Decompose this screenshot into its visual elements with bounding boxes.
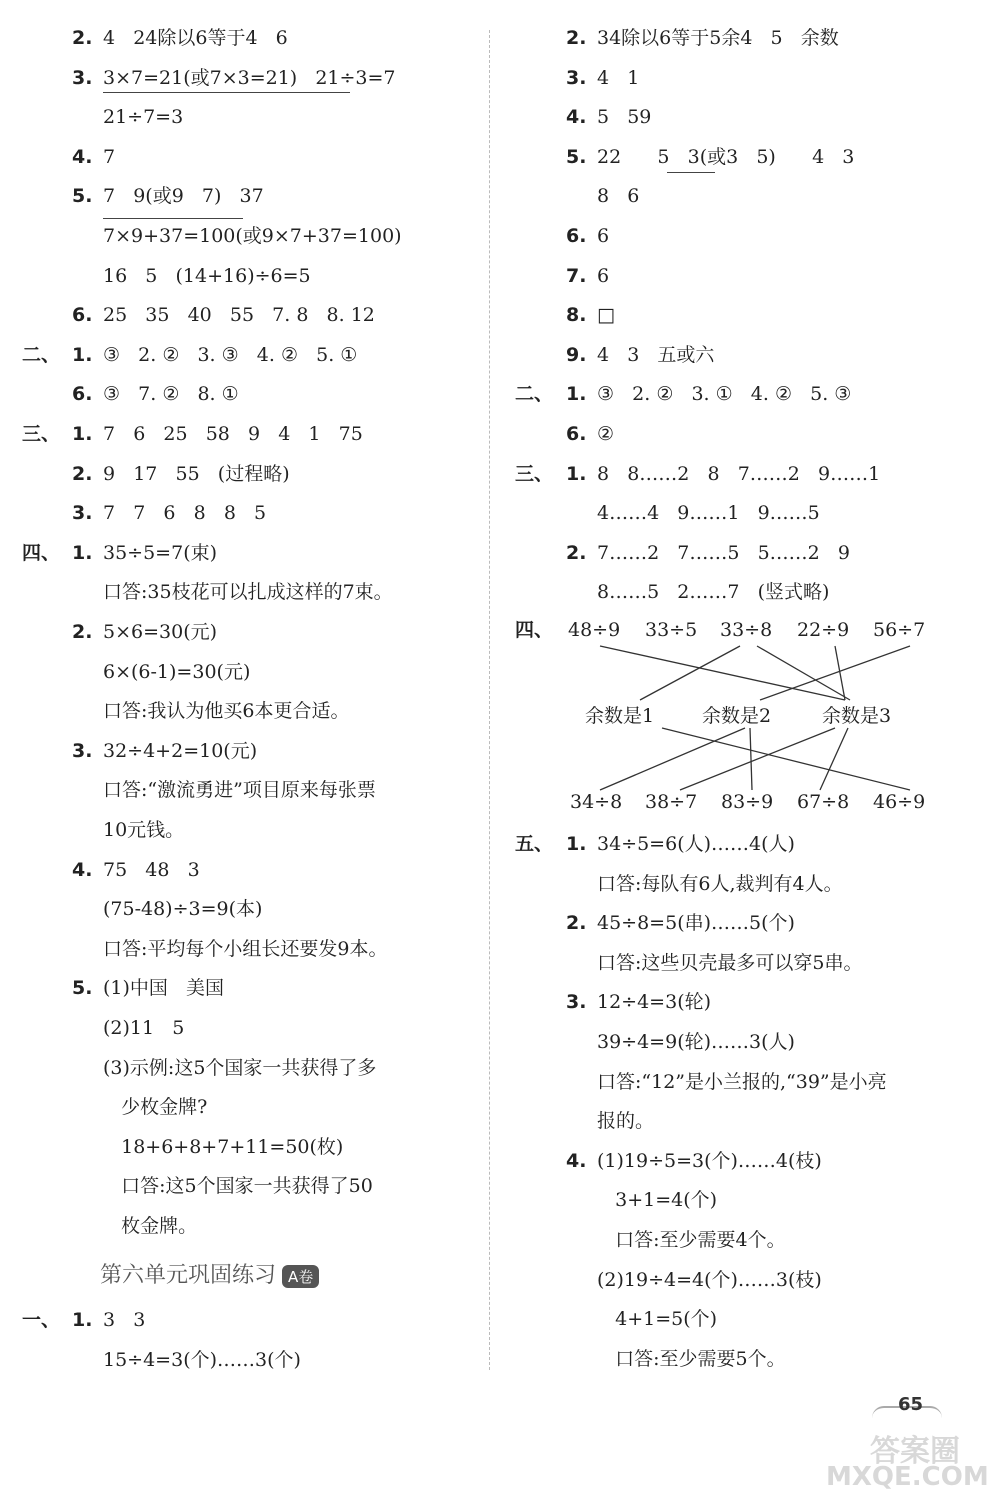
question-number: 2. xyxy=(566,541,587,564)
answer-text: 口答:“激流勇进”项目原来每张票 xyxy=(103,779,376,802)
section-marker: 三、 xyxy=(22,423,61,445)
answer-text: 10元钱。 xyxy=(103,819,185,841)
question-number: 4. xyxy=(72,858,93,881)
watermark-url: MXQE.COM xyxy=(826,1462,989,1492)
question-number: 1. xyxy=(566,833,587,855)
answer-text: 15÷4=3(个)……3(个) xyxy=(103,1348,301,1371)
question-number: 4. xyxy=(566,106,587,129)
question-number: 5. xyxy=(566,145,587,168)
answer-text: 6×(6-1)=30(元) xyxy=(103,660,251,683)
answer-text: 报的。 xyxy=(597,1110,655,1133)
answer-text: 7 7 6 8 8 5 xyxy=(103,502,267,525)
match-line xyxy=(662,728,910,790)
match-bottom-item: 67÷8 xyxy=(797,791,850,813)
question-number: 5. xyxy=(72,185,93,208)
answer-text: 4+1=5(个) xyxy=(597,1308,718,1331)
question-number: 5. xyxy=(72,977,93,1000)
answer-text: (75-48)÷3=9(本) xyxy=(103,898,263,921)
answer-text: 34除以6等于5余4 5 余数 xyxy=(597,27,839,49)
unit-heading-text: 第六单元巩固练习 xyxy=(100,1263,277,1288)
match-top-item: 48÷9 xyxy=(568,619,621,641)
page-number: 65 xyxy=(898,1394,924,1415)
question-number: 1. xyxy=(566,462,587,485)
match-middle-item: 余数是1 xyxy=(585,705,655,727)
question-number: 3. xyxy=(72,739,93,762)
answer-text: □ xyxy=(597,304,615,327)
answer-text: 8 8……2 8 7……2 9……1 xyxy=(597,462,881,485)
question-number: 2. xyxy=(72,27,93,49)
answer-text: 7……2 7……5 5……2 9 xyxy=(597,541,850,564)
question-number: 6. xyxy=(72,383,93,406)
match-line xyxy=(750,728,752,790)
answer-text: 少枚金牌? xyxy=(103,1096,208,1119)
section-marker: 二、 xyxy=(515,383,554,406)
answer-text: 7 9(或9 7) 37 xyxy=(103,185,264,208)
question-number: 4. xyxy=(566,1149,587,1172)
match-bottom-item: 38÷7 xyxy=(645,791,698,813)
question-number: 6. xyxy=(566,225,587,247)
answer-text: 口答:这些贝壳最多可以穿5串。 xyxy=(597,951,863,974)
question-number: 2. xyxy=(566,27,587,49)
answer-text: 口答:至少需要4个。 xyxy=(597,1229,786,1251)
question-number: 2. xyxy=(72,462,93,485)
answer-underline xyxy=(667,172,715,173)
question-number: 4. xyxy=(72,145,93,168)
answer-text: 口答:我认为他买6本更合适。 xyxy=(103,700,350,723)
match-middle-item: 余数是2 xyxy=(702,705,772,727)
answer-underline xyxy=(103,92,350,93)
section-marker: 二、 xyxy=(22,343,61,366)
answer-text: 6 xyxy=(597,264,610,287)
answer-text: 7 6 25 58 9 4 1 75 xyxy=(103,423,363,445)
answer-text: 口答:每队有6人,裁判有4人。 xyxy=(597,872,843,895)
match-bottom-item: 83÷9 xyxy=(721,791,774,813)
match-top-item: 33÷8 xyxy=(720,619,773,641)
answer-text: 6 xyxy=(597,225,610,247)
match-top-item: 33÷5 xyxy=(645,619,698,641)
question-number: 3. xyxy=(72,502,93,525)
answer-text: ② xyxy=(597,423,615,445)
answer-text: 5 59 xyxy=(597,106,652,129)
question-number: 1. xyxy=(72,423,93,445)
answer-text: 21÷7=3 xyxy=(103,106,184,129)
answer-text: 口答:平均每个小组长还要发9本。 xyxy=(103,937,388,960)
section-marker: 四、 xyxy=(515,619,554,641)
answer-text: 7 xyxy=(103,145,116,168)
answer-text: 4 3 五或六 xyxy=(597,343,715,366)
answer-text: ③ 2. ② 3. ③ 4. ② 5. ① xyxy=(103,343,358,366)
watermark-logo: 答案圈 xyxy=(870,1434,960,1469)
answer-text: 枚金牌。 xyxy=(103,1215,198,1237)
answer-text: ③ 2. ② 3. ① 4. ② 5. ③ xyxy=(597,383,852,406)
question-number: 1. xyxy=(566,383,587,406)
answer-text: (1)19÷5=3(个)……4(枝) xyxy=(597,1149,822,1172)
answer-text: (2)19÷4=4(个)……3(枝) xyxy=(597,1268,822,1291)
answer-text: 8 6 xyxy=(597,185,640,208)
answer-text: 口答:35枝花可以扎成这样的7束。 xyxy=(103,581,393,604)
question-number: 3. xyxy=(566,66,587,89)
answer-text: 18+6+8+7+11=50(枚) xyxy=(103,1135,344,1158)
question-number: 3. xyxy=(72,66,93,89)
question-number: 2. xyxy=(566,912,587,935)
question-number: 6. xyxy=(566,423,587,445)
answer-text: 12÷4=3(轮) xyxy=(597,991,712,1014)
question-number: 3. xyxy=(566,991,587,1014)
match-bottom-item: 46÷9 xyxy=(873,791,926,813)
answer-text: 3+1=4(个) xyxy=(597,1189,718,1212)
unit-badge: A卷 xyxy=(282,1265,319,1288)
question-number: 1. xyxy=(72,1309,93,1331)
answer-text: (2)11 5 xyxy=(103,1017,185,1039)
answer-text: 8……5 2……7 (竖式略) xyxy=(597,581,830,604)
answer-text: 3 3 xyxy=(103,1309,146,1331)
section-marker: 三、 xyxy=(515,462,554,485)
answer-text: (3)示例:这5个国家一共获得了多 xyxy=(103,1056,377,1079)
question-number: 2. xyxy=(72,621,93,643)
match-top-item: 22÷9 xyxy=(797,619,850,641)
match-line xyxy=(680,728,835,790)
answer-text: 3×7=21(或7×3=21) 21÷3=7 xyxy=(103,66,396,89)
section-marker: 一、 xyxy=(22,1309,61,1331)
answer-text: 9 17 55 (过程略) xyxy=(103,462,290,485)
answer-text: (1)中国 美国 xyxy=(103,977,225,1000)
match-line xyxy=(820,728,848,790)
question-number: 7. xyxy=(566,264,587,287)
section-marker: 四、 xyxy=(22,541,61,564)
answer-text: 口答:至少需要5个。 xyxy=(597,1347,786,1370)
answer-text: 34÷5=6(人)……4(人) xyxy=(597,833,795,855)
answer-text: 16 5 (14+16)÷6=5 xyxy=(103,264,311,287)
question-number: 8. xyxy=(566,304,587,327)
answer-text: 32÷4+2=10(元) xyxy=(103,739,258,762)
match-line xyxy=(600,728,745,790)
answer-text: 25 35 40 55 7. 8 8. 12 xyxy=(103,304,375,327)
answer-text: 4 1 xyxy=(597,66,640,89)
answer-text: ③ 7. ② 8. ① xyxy=(103,383,239,406)
answer-text: 5×6=30(元) xyxy=(103,621,218,643)
answer-text: 4 24除以6等于4 6 xyxy=(103,27,288,49)
answer-text: 口答:这5个国家一共获得了50 xyxy=(103,1175,373,1198)
question-number: 1. xyxy=(72,541,93,564)
answer-text: 75 48 3 xyxy=(103,858,200,881)
answer-text: 口答:“12”是小兰报的,“39”是小亮 xyxy=(597,1070,887,1093)
question-number: 1. xyxy=(72,343,93,366)
answer-text: 22 5 3(或3 5) 4 3 xyxy=(597,145,855,168)
match-line xyxy=(600,646,845,700)
match-top-item: 56÷7 xyxy=(873,619,926,641)
answer-text: 35÷5=7(束) xyxy=(103,541,218,564)
question-number: 6. xyxy=(72,304,93,327)
question-number: 9. xyxy=(566,343,587,366)
match-middle-item: 余数是3 xyxy=(822,705,892,727)
answer-underline xyxy=(103,218,243,219)
answer-text: 45÷8=5(串)……5(个) xyxy=(597,912,795,935)
section-marker: 五、 xyxy=(515,833,554,855)
answer-text: 4……4 9……1 9……5 xyxy=(597,502,820,525)
answer-text: 7×9+37=100(或9×7+37=100) xyxy=(103,225,402,247)
match-bottom-item: 34÷8 xyxy=(570,791,623,813)
answer-text: 39÷4=9(轮)……3(人) xyxy=(597,1031,795,1053)
